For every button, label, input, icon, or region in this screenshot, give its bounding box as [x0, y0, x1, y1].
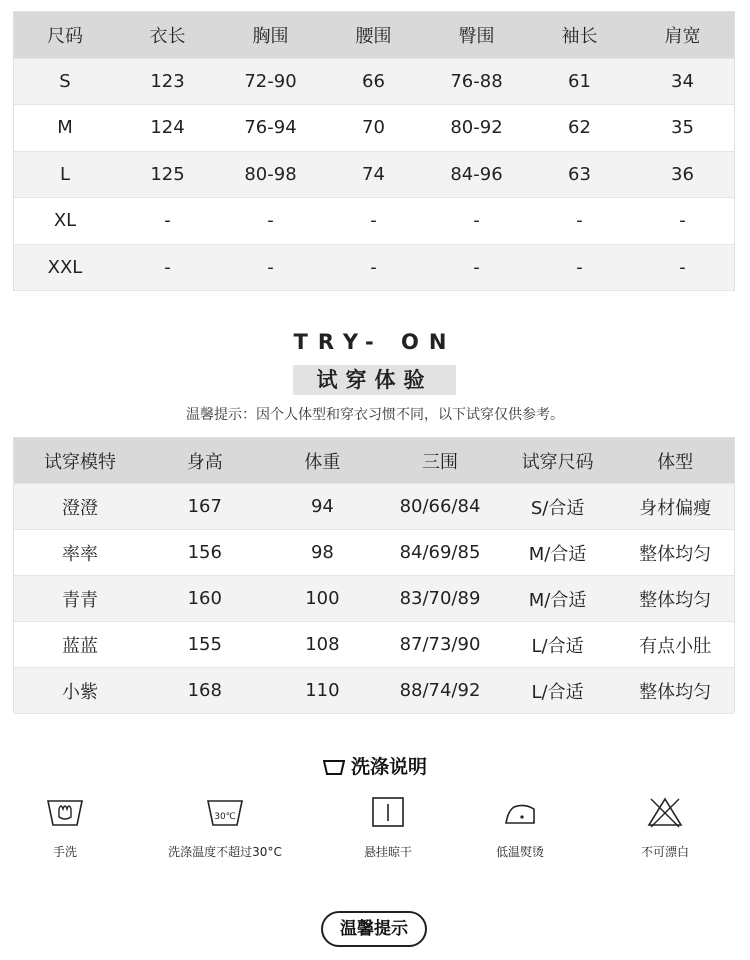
wash-label: 低温熨烫 — [495, 845, 544, 859]
table-cell: 84-96 — [450, 163, 503, 185]
header-cell: 衣长 — [149, 25, 186, 47]
table-cell: S/合适 — [530, 497, 585, 519]
table-cell: 124 — [150, 117, 185, 139]
table-cell: 87/73/90 — [399, 634, 481, 655]
table-row — [14, 245, 734, 292]
wash-label: 悬挂晾干 — [363, 845, 412, 859]
table-cell: - — [576, 256, 583, 278]
table-cell: 100 — [305, 588, 340, 609]
table-cell: 76-94 — [244, 117, 297, 139]
header-cell: 袖长 — [561, 25, 598, 47]
table-cell: S — [59, 70, 71, 92]
table-cell: 34 — [671, 70, 694, 92]
table-cell: M/合适 — [528, 589, 587, 611]
table-cell: 80-98 — [244, 163, 297, 185]
table-row — [14, 59, 734, 106]
wash-item-30 — [150, 795, 300, 860]
table-cell: 80/66/84 — [399, 496, 481, 517]
table-cell: 80-92 — [450, 117, 503, 139]
table-cell: 整体均匀 — [639, 543, 712, 565]
table-cell: 35 — [671, 117, 694, 139]
table-cell: L — [59, 163, 71, 185]
table-cell: 74 — [362, 163, 385, 185]
table-cell: 108 — [305, 634, 340, 655]
header-cell: 尺码 — [47, 25, 83, 47]
table-cell: 155 — [187, 634, 222, 655]
tryon-note: 温馨提示：因个人体型和穿衣习惯不同，以下试穿仅供参考。 — [186, 407, 564, 423]
table-cell: 整体均匀 — [639, 681, 712, 703]
wash-item-bleach — [590, 795, 740, 860]
wash-title — [0, 752, 750, 781]
table-cell: 76-88 — [450, 70, 503, 92]
table-cell: - — [267, 256, 274, 278]
table-row — [14, 198, 734, 245]
table-row — [14, 105, 734, 152]
table-cell: L/合适 — [531, 681, 584, 703]
table-cell: 63 — [568, 163, 591, 185]
table-cell: XXL — [47, 256, 83, 278]
tryon-title: TRY- ON — [293, 330, 457, 354]
table-cell: - — [679, 210, 686, 232]
table-cell: 青青 — [62, 589, 98, 611]
table-cell: 62 — [568, 117, 591, 139]
table-cell: 72-90 — [244, 70, 297, 92]
wash-label: 不可漂白 — [640, 845, 689, 859]
no-bleach-icon — [645, 795, 685, 829]
wash-30-icon — [205, 795, 245, 829]
low-iron-icon — [500, 795, 540, 829]
wash-item-iron — [445, 795, 595, 860]
header-cell: 臀围 — [458, 25, 495, 47]
header-cell: 胸围 — [252, 25, 289, 47]
wash-item-hand — [0, 795, 140, 860]
table-cell: 蓝蓝 — [62, 635, 98, 657]
table-cell: 110 — [305, 680, 340, 701]
table-cell: 167 — [187, 496, 222, 517]
table-row — [14, 576, 734, 622]
table-cell: - — [164, 256, 171, 278]
tryon-header-row — [14, 438, 734, 484]
table-cell: M/合适 — [528, 543, 587, 565]
size-chart-header-row — [14, 12, 734, 59]
table-row — [14, 152, 734, 199]
wash-label: 洗涤温度不超过30°C — [168, 845, 282, 859]
header-cell: 三围 — [421, 451, 458, 473]
table-cell: 98 — [310, 542, 334, 563]
tryon-subtitle: 试穿体验 — [293, 365, 456, 395]
table-cell: 123 — [150, 70, 185, 92]
table-cell: 小紫 — [62, 681, 98, 703]
table-cell: L/合适 — [531, 635, 584, 657]
table-cell: 83/70/89 — [399, 588, 481, 609]
table-cell: - — [576, 210, 583, 232]
header-cell: 试穿尺码 — [521, 451, 594, 473]
table-cell: M — [57, 117, 73, 139]
table-cell: - — [164, 210, 171, 232]
table-cell: - — [473, 256, 480, 278]
header-cell: 腰围 — [355, 25, 392, 47]
table-cell: 率率 — [62, 543, 98, 565]
table-cell: - — [370, 256, 377, 278]
wash-basin-icon — [323, 758, 345, 781]
table-cell: XL — [53, 210, 77, 232]
table-cell: 有点小肚 — [639, 635, 712, 657]
header-cell: 试穿模特 — [44, 451, 116, 473]
header-cell: 体型 — [657, 451, 694, 473]
table-cell: 125 — [150, 163, 185, 185]
table-cell: 168 — [187, 680, 222, 701]
header-cell: 体重 — [304, 451, 341, 473]
tips-button[interactable]: 温馨提示 — [321, 911, 427, 947]
table-cell: 156 — [187, 542, 222, 563]
table-row — [14, 668, 734, 714]
hand-wash-icon — [45, 795, 85, 829]
table-cell: 61 — [568, 70, 591, 92]
wash-label: 手洗 — [52, 845, 77, 859]
header-cell: 肩宽 — [664, 25, 701, 47]
table-row — [14, 530, 734, 576]
tryon-table — [13, 437, 735, 713]
table-cell: - — [679, 256, 686, 278]
table-cell: 身材偏瘦 — [639, 497, 712, 519]
table-cell: 84/69/85 — [399, 542, 481, 563]
table-cell: 70 — [362, 117, 385, 139]
table-cell: 整体均匀 — [639, 589, 712, 611]
table-cell: - — [370, 210, 377, 232]
table-cell: 66 — [362, 70, 385, 92]
wash-temp-text: 30℃ — [214, 812, 236, 822]
table-cell: 澄澄 — [62, 497, 98, 519]
table-cell: - — [267, 210, 274, 232]
table-cell: - — [473, 210, 480, 232]
size-chart-table — [13, 11, 735, 291]
wash-title-text: 洗涤说明 — [350, 756, 427, 778]
header-cell: 身高 — [186, 451, 223, 473]
table-cell: 94 — [310, 496, 334, 517]
table-row — [14, 484, 734, 530]
table-cell: 36 — [671, 163, 694, 185]
wash-item-hang — [313, 795, 463, 860]
table-row — [14, 622, 734, 668]
hang-dry-icon — [368, 795, 408, 829]
table-cell: 160 — [187, 588, 222, 609]
table-cell: 88/74/92 — [399, 680, 481, 701]
